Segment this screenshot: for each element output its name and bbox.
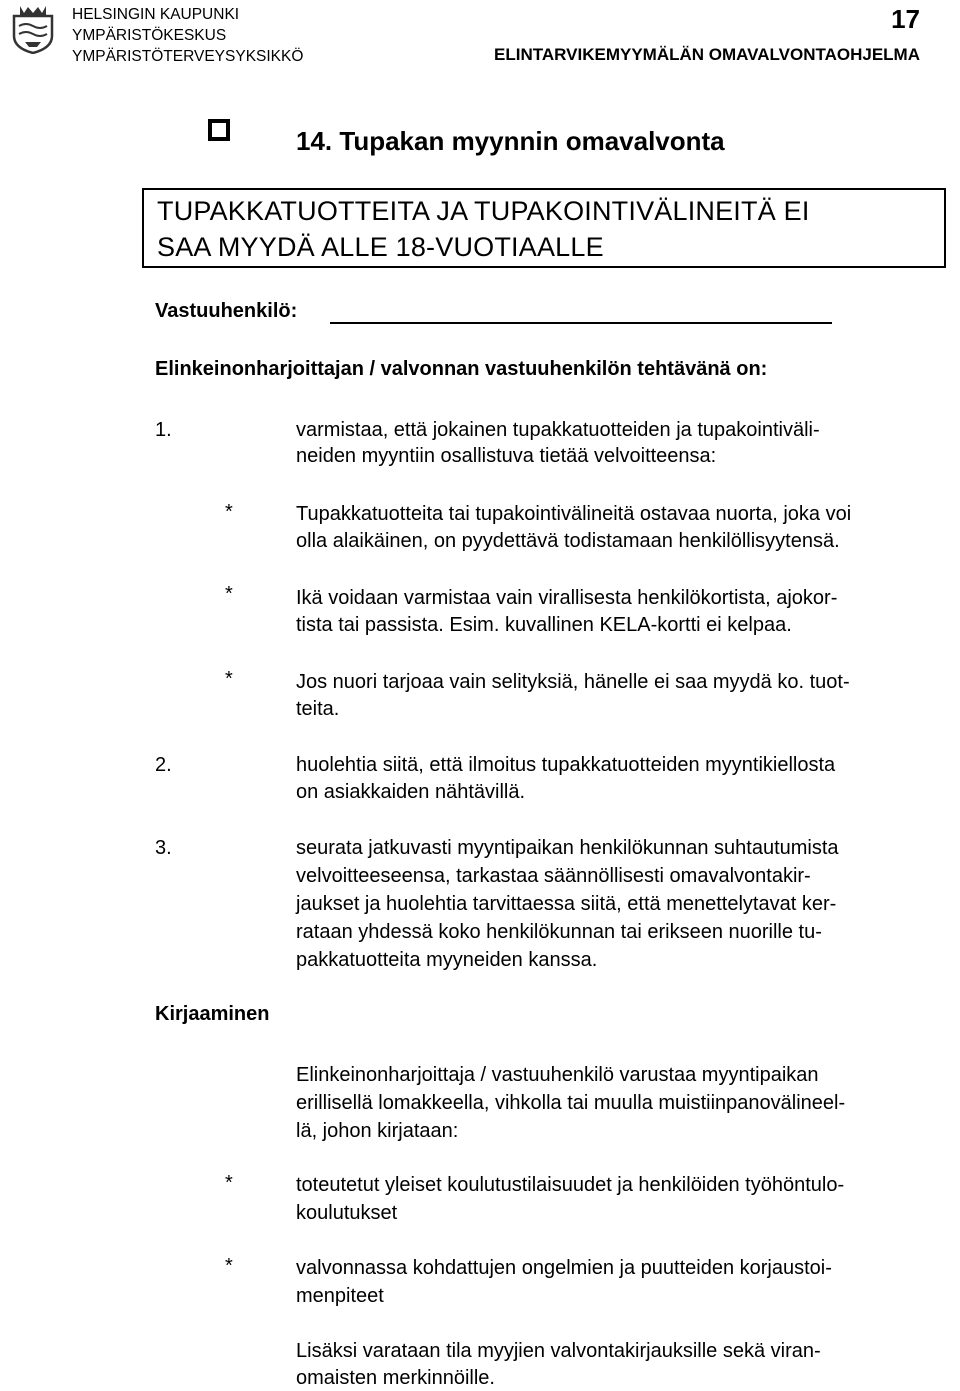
bullet-star: * xyxy=(225,1172,233,1194)
recording-closing: omaisten merkinnöille. xyxy=(296,1367,495,1389)
org-name: HELSINGIN KAUPUNKI xyxy=(72,6,240,23)
warning-line: TUPAKKATUOTTEITA JA TUPAKOINTIVÄLINEITÄ EI xyxy=(157,196,810,226)
bullet-star: * xyxy=(225,501,233,523)
responsible-fill-line[interactable] xyxy=(330,322,832,324)
subpoint-text: olla alaikäinen, on pyydettävä todistamaan henkilöllisyytensä. xyxy=(296,530,840,552)
section-title: 14. Tupakan myynnin omavalvonta xyxy=(296,126,725,156)
warning-box xyxy=(142,188,946,268)
subpoint-text: Jos nuori tarjoaa vain selityksiä, hänelle ei saa myydä ko. tuot- xyxy=(296,671,850,693)
recording-closing: Lisäksi varataan tila myyjien valvontakirjauksille sekä viran- xyxy=(296,1340,821,1362)
org-unit: YMPÄRISTÖTERVEYSYKSIKKÖ xyxy=(72,48,304,65)
subpoint-text: teita. xyxy=(296,698,340,720)
duty-text: huolehtia siitä, että ilmoitus tupakkatuotteiden myyntikiellosta xyxy=(296,754,836,776)
subpoint-text: Ikä voidaan varmistaa vain virallisesta henkilökortista, ajokor- xyxy=(296,587,838,609)
duty-text: neiden myyntiin osallistuva tietää velvoitteensa: xyxy=(296,445,717,467)
recording-heading: Kirjaaminen xyxy=(155,1003,270,1025)
subpoint-text: tista tai passista. Esim. kuvallinen KELA-kortti ei kelpaa. xyxy=(296,614,792,636)
recording-intro: lä, johon kirjataan: xyxy=(296,1120,459,1142)
duty-number: 3. xyxy=(155,837,172,859)
duty-text: seurata jatkuvasti myyntipaikan henkilökunnan suhtautumista xyxy=(296,837,839,859)
page-number: 17 xyxy=(891,4,920,34)
duties-heading: Elinkeinonharjoittajan / valvonnan vastuuhenkilön tehtävänä on: xyxy=(155,358,768,380)
responsible-label: Vastuuhenkilö: xyxy=(155,300,298,322)
duty-text: varmistaa, että jokainen tupakkatuotteiden ja tupakointiväli- xyxy=(296,419,820,441)
duty-number: 1. xyxy=(155,419,172,441)
recording-item: toteutetut yleiset koulutustilaisuudet ja henkilöiden työhöntulo- xyxy=(296,1174,845,1196)
subpoint-text: Tupakkatuotteita tai tupakointivälineitä ostavaa nuorta, joka voi xyxy=(296,503,852,525)
duty-text: pakkatuotteita myyneiden kanssa. xyxy=(296,949,598,971)
organization-block xyxy=(72,4,303,67)
section-checkbox[interactable] xyxy=(208,119,230,141)
org-department: YMPÄRISTÖKESKUS xyxy=(72,27,227,44)
recording-intro: Elinkeinonharjoittaja / vastuuhenkilö varustaa myyntipaikan xyxy=(296,1064,819,1086)
recording-intro: erillisellä lomakkeella, vihkolla tai muulla muistiinpanovälineel- xyxy=(296,1092,846,1114)
document-title: ELINTARVIKEMYYMÄLÄN OMAVALVONTAOHJELMA xyxy=(494,45,920,64)
city-crest-logo xyxy=(10,2,56,54)
duty-text: velvoitteeseensa, tarkastaa säännöllisesti omavalvontakir- xyxy=(296,865,811,887)
warning-line: SAA MYYDÄ ALLE 18-VUOTIAALLE xyxy=(157,232,604,262)
bullet-star: * xyxy=(225,1255,233,1277)
duty-text: on asiakkaiden nähtävillä. xyxy=(296,781,526,803)
bullet-star: * xyxy=(225,583,233,605)
recording-item: menpiteet xyxy=(296,1285,384,1307)
bullet-star: * xyxy=(225,668,233,690)
duty-number: 2. xyxy=(155,754,172,776)
recording-item: koulutukset xyxy=(296,1202,398,1224)
duty-text: jaukset ja huolehtia tarvittaessa siitä, että menettelytavat ker- xyxy=(296,893,837,915)
recording-item: valvonnassa kohdattujen ongelmien ja puutteiden korjaustoi- xyxy=(296,1257,832,1279)
duty-text: rataan yhdessä koko henkilökunnan tai erikseen nuorille tu- xyxy=(296,921,822,943)
